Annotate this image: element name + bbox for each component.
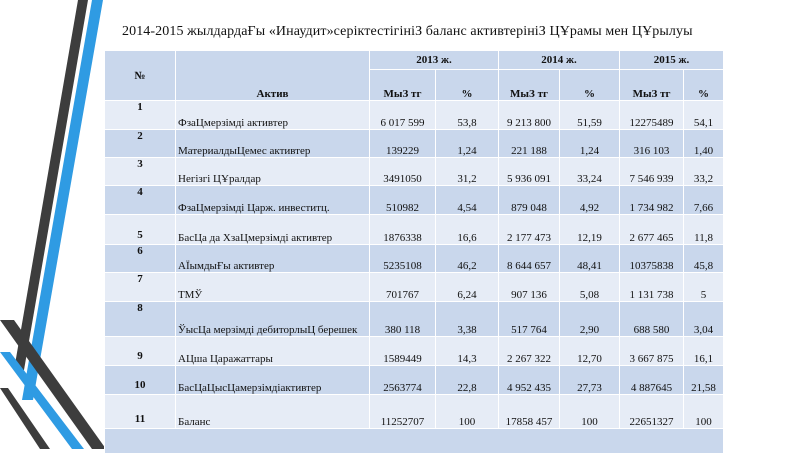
pct-2013: 53,8 bbox=[436, 101, 499, 130]
table-row bbox=[105, 273, 724, 302]
amount-2014: 5 936 091 bbox=[499, 158, 560, 186]
pct-2015: 45,8 bbox=[684, 245, 724, 273]
pct-2014: 48,41 bbox=[560, 245, 620, 273]
amount-2014: 517 764 bbox=[499, 302, 560, 337]
header-amount-2014: МыЗ тг bbox=[499, 70, 560, 101]
table-footer-row bbox=[105, 429, 724, 454]
empty-footer-cell bbox=[105, 429, 724, 454]
pct-2014: 100 bbox=[560, 395, 620, 429]
asset-name: ФзаЦмерзімді Царж. инвеститц. bbox=[176, 186, 370, 215]
decorative-stripes bbox=[0, 0, 110, 449]
amount-2014: 17858 457 bbox=[499, 395, 560, 429]
pct-2014: 51,59 bbox=[560, 101, 620, 130]
pct-2014: 12,19 bbox=[560, 215, 620, 245]
asset-name: Негізгі ЦҰралдар bbox=[176, 158, 370, 186]
pct-2013: 14,3 bbox=[436, 337, 499, 366]
table-row bbox=[105, 130, 724, 158]
pct-2015: 54,1 bbox=[684, 101, 724, 130]
amount-2015: 12275489 bbox=[620, 101, 684, 130]
header-row-years bbox=[105, 51, 724, 70]
row-number: 3 bbox=[105, 158, 176, 186]
amount-2015: 22651327 bbox=[620, 395, 684, 429]
row-number: 2 bbox=[105, 130, 176, 158]
amount-2014: 221 188 bbox=[499, 130, 560, 158]
pct-2014: 4,92 bbox=[560, 186, 620, 215]
amount-2015: 2 677 465 bbox=[620, 215, 684, 245]
asset-name: ТМЎ bbox=[176, 273, 370, 302]
row-number: 8 bbox=[105, 302, 176, 337]
table-row bbox=[105, 366, 724, 395]
row-number: 9 bbox=[105, 337, 176, 366]
amount-2014: 9 213 800 bbox=[499, 101, 560, 130]
asset-name: БасЦаЦысЦамерзімдіактивтер bbox=[176, 366, 370, 395]
table-row bbox=[105, 245, 724, 273]
amount-2013: 11252707 bbox=[370, 395, 436, 429]
pct-2013: 16,6 bbox=[436, 215, 499, 245]
amount-2015: 1 734 982 bbox=[620, 186, 684, 215]
pct-2015: 5 bbox=[684, 273, 724, 302]
amount-2015: 4 887645 bbox=[620, 366, 684, 395]
asset-name: АЦша Царажаттары bbox=[176, 337, 370, 366]
amount-2015: 3 667 875 bbox=[620, 337, 684, 366]
table-row bbox=[105, 158, 724, 186]
pct-2014: 27,73 bbox=[560, 366, 620, 395]
header-pct-2015: % bbox=[684, 70, 724, 101]
pct-2014: 1,24 bbox=[560, 130, 620, 158]
amount-2013: 3491050 bbox=[370, 158, 436, 186]
amount-2014: 879 048 bbox=[499, 186, 560, 215]
table-row bbox=[105, 302, 724, 337]
table-row bbox=[105, 395, 724, 429]
amount-2013: 139229 bbox=[370, 130, 436, 158]
header-num: № bbox=[105, 51, 176, 101]
amount-2014: 907 136 bbox=[499, 273, 560, 302]
amount-2015: 7 546 939 bbox=[620, 158, 684, 186]
slide-title: 2014-2015 жылдардаҒы «Инаудит»серіктестігініЗ баланс активтерініЗ ЦҰрамы мен ЦҰрылуы bbox=[122, 24, 693, 39]
pct-2015: 3,04 bbox=[684, 302, 724, 337]
header-year-2014: 2014 ж. bbox=[499, 51, 620, 70]
header-pct-2014: % bbox=[560, 70, 620, 101]
amount-2013: 701767 bbox=[370, 273, 436, 302]
amount-2013: 380 118 bbox=[370, 302, 436, 337]
pct-2015: 33,2 bbox=[684, 158, 724, 186]
row-number: 11 bbox=[105, 395, 176, 429]
asset-name: МатериалдыЦемес активтер bbox=[176, 130, 370, 158]
row-number: 7 bbox=[105, 273, 176, 302]
header-amount-2015: МыЗ тг bbox=[620, 70, 684, 101]
amount-2014: 2 177 473 bbox=[499, 215, 560, 245]
row-number: 6 bbox=[105, 245, 176, 273]
pct-2013: 6,24 bbox=[436, 273, 499, 302]
header-amount-2013: МыЗ тг bbox=[370, 70, 436, 101]
amount-2014: 8 644 657 bbox=[499, 245, 560, 273]
pct-2015: 21,58 bbox=[684, 366, 724, 395]
amount-2014: 2 267 322 bbox=[499, 337, 560, 366]
asset-name: ЎысЦа мерзімді дебиторлыЦ берешек bbox=[176, 302, 370, 337]
balance-assets-table bbox=[104, 50, 724, 454]
row-number: 5 bbox=[105, 215, 176, 245]
amount-2013: 510982 bbox=[370, 186, 436, 215]
pct-2015: 1,40 bbox=[684, 130, 724, 158]
pct-2013: 22,8 bbox=[436, 366, 499, 395]
asset-name: ФзаЦмерзімді активтер bbox=[176, 101, 370, 130]
amount-2015: 10375838 bbox=[620, 245, 684, 273]
asset-name: АЇымдыҒы активтер bbox=[176, 245, 370, 273]
pct-2015: 7,66 bbox=[684, 186, 724, 215]
pct-2014: 2,90 bbox=[560, 302, 620, 337]
amount-2013: 2563774 bbox=[370, 366, 436, 395]
row-number: 4 bbox=[105, 186, 176, 215]
amount-2013: 1589449 bbox=[370, 337, 436, 366]
pct-2015: 100 bbox=[684, 395, 724, 429]
header-pct-2013: % bbox=[436, 70, 499, 101]
pct-2014: 12,70 bbox=[560, 337, 620, 366]
pct-2015: 16,1 bbox=[684, 337, 724, 366]
header-asset: Актив bbox=[176, 51, 370, 101]
amount-2013: 5235108 bbox=[370, 245, 436, 273]
amount-2015: 1 131 738 bbox=[620, 273, 684, 302]
amount-2013: 1876338 bbox=[370, 215, 436, 245]
pct-2015: 11,8 bbox=[684, 215, 724, 245]
pct-2014: 5,08 bbox=[560, 273, 620, 302]
pct-2013: 100 bbox=[436, 395, 499, 429]
table-row bbox=[105, 186, 724, 215]
pct-2013: 31,2 bbox=[436, 158, 499, 186]
table-row bbox=[105, 337, 724, 366]
amount-2015: 688 580 bbox=[620, 302, 684, 337]
pct-2013: 46,2 bbox=[436, 245, 499, 273]
pct-2014: 33,24 bbox=[560, 158, 620, 186]
pct-2013: 3,38 bbox=[436, 302, 499, 337]
amount-2015: 316 103 bbox=[620, 130, 684, 158]
header-year-2013: 2013 ж. bbox=[370, 51, 499, 70]
table-row bbox=[105, 215, 724, 245]
asset-name: Баланс bbox=[176, 395, 370, 429]
pct-2013: 4,54 bbox=[436, 186, 499, 215]
pct-2013: 1,24 bbox=[436, 130, 499, 158]
row-number: 1 bbox=[105, 101, 176, 130]
asset-name: БасЦа да ХзаЦмерзімді активтер bbox=[176, 215, 370, 245]
amount-2014: 4 952 435 bbox=[499, 366, 560, 395]
row-number: 10 bbox=[105, 366, 176, 395]
header-year-2015: 2015 ж. bbox=[620, 51, 724, 70]
amount-2013: 6 017 599 bbox=[370, 101, 436, 130]
table-row bbox=[105, 101, 724, 130]
